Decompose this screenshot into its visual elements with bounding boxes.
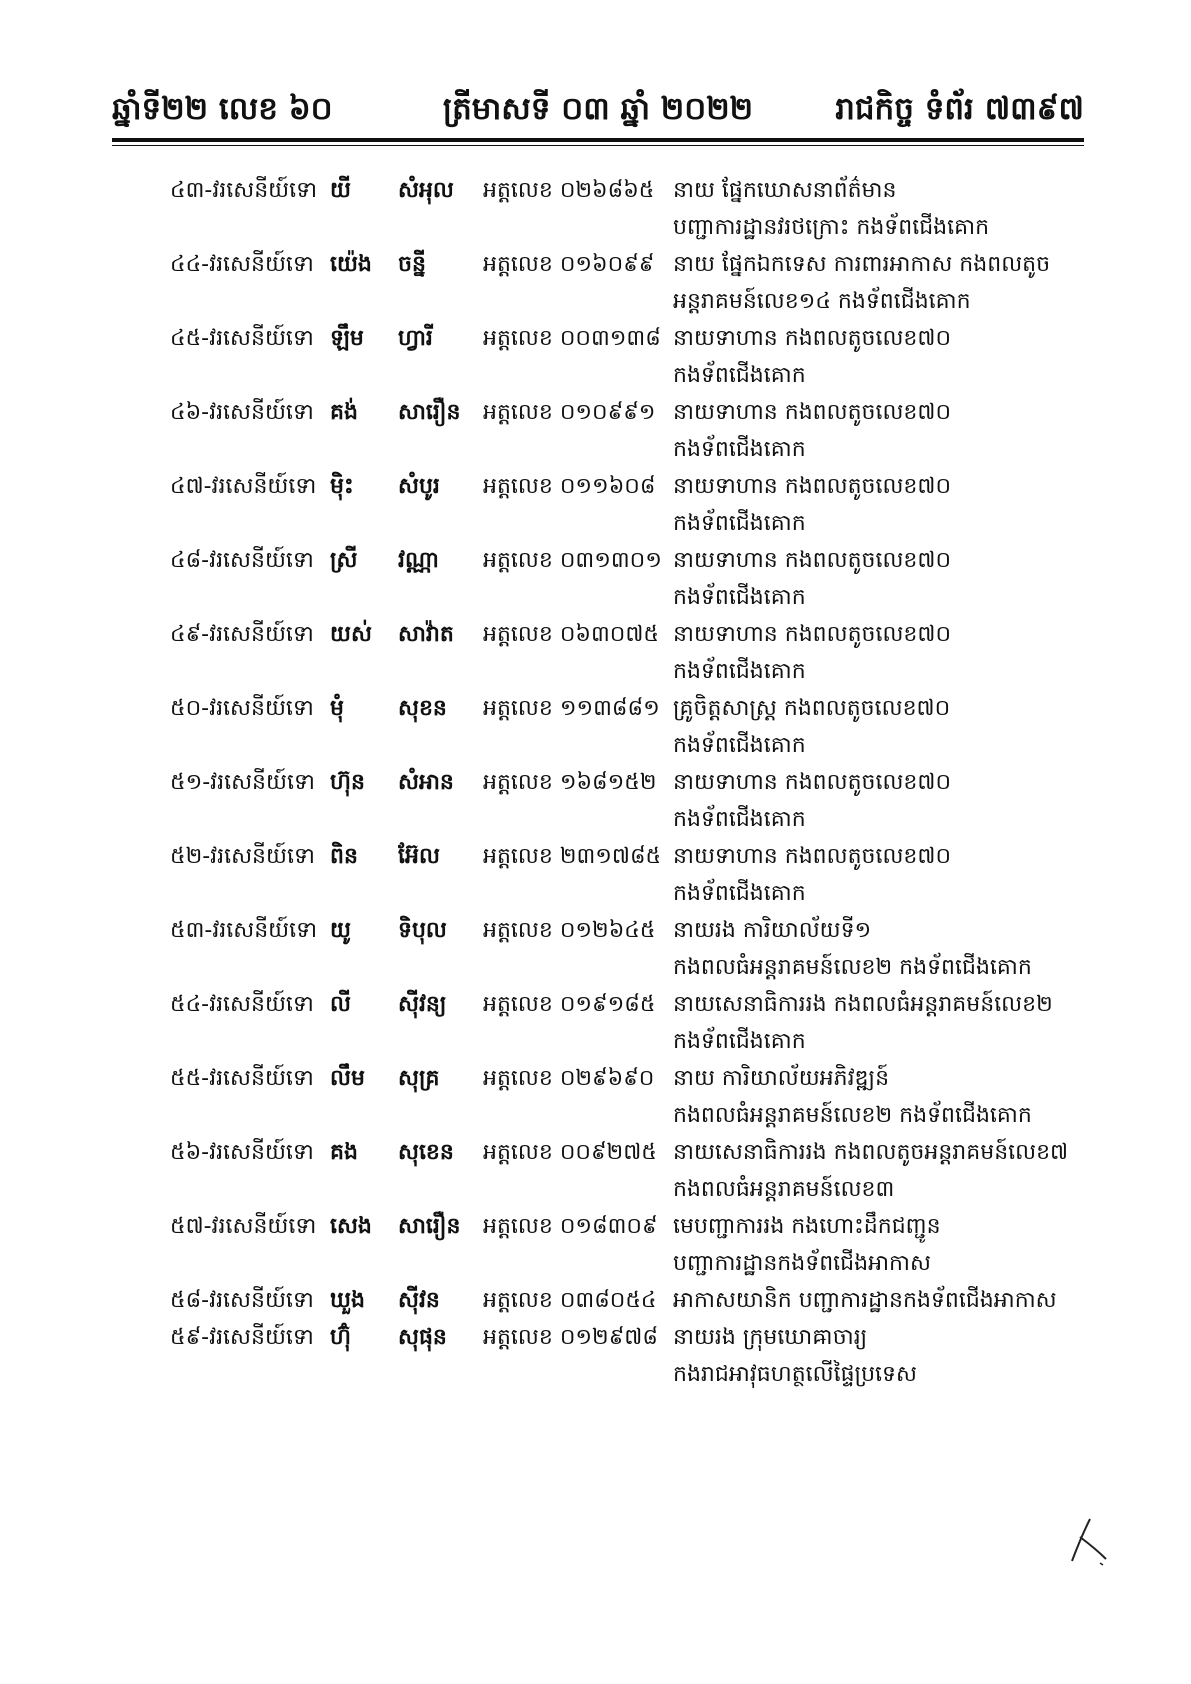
officer-position [673, 1134, 1070, 1208]
officer-id-number: អត្តលេខ ០១៨៣០៩ [483, 1214, 658, 1239]
officer-given-name: សំអុល [398, 178, 454, 203]
officer-rank: ៥៩-វរសេនីយ៍ទោ [170, 1325, 314, 1350]
officer-position-line: អន្តរាគមន៍លេខ១៤ កងទ័ពជើងគោក [673, 289, 971, 314]
officer-position-line: កងរាជអាវុធហត្ថលើផ្ទៃប្រទេស [673, 1362, 917, 1387]
officer-entry [170, 320, 1070, 394]
officer-entry [170, 986, 1070, 1060]
officer-given-name: សុគ្រ [398, 1066, 440, 1091]
officer-entry [170, 616, 1070, 690]
officer-rank: ៤៧-វរសេនីយ៍ទោ [170, 474, 317, 499]
officer-id-number: អត្តលេខ ០២៦៨៦៥ [483, 178, 655, 203]
officer-id-number: អត្តលេខ ០៦៣០៧៥ [483, 622, 659, 647]
officer-family-name: លី [330, 992, 351, 1017]
officer-position [673, 986, 1070, 1060]
officer-id-number: អត្តលេខ ០០៣១៣៨ [483, 326, 661, 351]
officer-position-line: នាយ ផ្នែកឃោសនាព័ត៌មាន [673, 178, 897, 203]
officer-given-name: ហ្វារី [398, 326, 433, 351]
officer-position-line: កងទ័ពជើងគោក [673, 881, 806, 906]
officer-rank: ៥៣-វរសេនីយ៍ទោ [170, 918, 318, 943]
officer-position-line: នាយទាហាន កងពលតូចលេខ៧០ [673, 622, 952, 647]
officer-entry [170, 542, 1070, 616]
officer-position [673, 394, 1070, 468]
officer-rank: ៥៧-វរសេនីយ៍ទោ [170, 1214, 317, 1239]
officer-given-name: សុខន [398, 696, 447, 721]
officer-position-line: កងទ័ពជើងគោក [673, 437, 806, 462]
officer-family-name: គង [330, 1140, 358, 1165]
officer-rank: ៥៤-វរសេនីយ៍ទោ [170, 992, 314, 1017]
officer-position-line: កងទ័ពជើងគោក [673, 807, 806, 832]
officer-id-number: អត្តលេខ ១១៣៨៨១ [483, 696, 660, 721]
officer-position-line: នាយទាហាន កងពលតូចលេខ៧០ [673, 770, 952, 795]
officer-rank: ៥២-វរសេនីយ៍ទោ [170, 844, 315, 869]
officer-given-name: ស៊ីវន [398, 1288, 440, 1313]
officer-id-number: អត្តលេខ ០១២៦៤៥ [483, 918, 656, 943]
officer-entry [170, 1060, 1070, 1134]
officer-position-line: កងទ័ពជើងគោក [673, 659, 806, 684]
officer-position [673, 468, 1070, 542]
officer-entry [170, 690, 1070, 764]
officer-rank: ៥៦-វរសេនីយ៍ទោ [170, 1140, 314, 1165]
officer-position-line: បញ្ជាការដ្ឋានវរថក្រោះ កងទ័ពជើងគោក [673, 215, 990, 240]
officer-position [673, 912, 1070, 986]
officer-position-line: នាយរង ក្រុមឃោឝាចារ្យ [673, 1325, 868, 1350]
officer-position [673, 1319, 1070, 1393]
officer-position-line: កងពលធំអន្តរាគមន៍លេខ៣ [673, 1177, 895, 1202]
officer-given-name: ទិបុល [398, 918, 447, 943]
officer-id-number: អត្តលេខ ០០៩២៧៥ [483, 1140, 657, 1165]
officer-family-name: យី [330, 178, 351, 203]
officer-given-name: សំអាន [398, 770, 454, 795]
gazette-quarter: ត្រីមាសទី ០៣ ឆ្នាំ ២០២២ [442, 91, 754, 127]
officer-position-line: នាយសេនាធិការរង កងពលធំអន្តរាគមន៍លេខ២ [673, 992, 1053, 1017]
officer-id-number: អត្តលេខ ២៣១៧៨៥ [483, 844, 662, 869]
officer-entry [170, 172, 1070, 246]
officer-id-number: អត្តលេខ ០១១៦០៨ [483, 474, 656, 499]
officer-position-line: មេបញ្ជាការរង កងហោះដឹកជញ្ជូន [673, 1214, 941, 1239]
officer-position-line: កងពលធំអន្តរាគមន៍លេខ២ កងទ័ពជើងគោក [673, 955, 1032, 980]
officer-position-line: នាយទាហាន កងពលតូចលេខ៧០ [673, 326, 952, 351]
officer-given-name: សារឿន [398, 400, 461, 425]
officer-position-line: កងទ័ពជើងគោក [673, 511, 806, 536]
officer-entry [170, 838, 1070, 912]
officer-entry [170, 1319, 1070, 1393]
officer-entry [170, 468, 1070, 542]
officer-list [170, 172, 1070, 1393]
officer-family-name: យស់ [330, 622, 372, 647]
officer-id-number: អត្តលេខ ០២៩៦៩០ [483, 1066, 655, 1091]
officer-given-name: សាវ៉ាត [398, 622, 454, 647]
header-divider-thin [112, 145, 1084, 146]
officer-entry [170, 1282, 1070, 1319]
officer-given-name: សុខេន [398, 1140, 454, 1165]
officer-position-line: កងទ័ពជើងគោក [673, 363, 806, 388]
officer-rank: ៥៥-វរសេនីយ៍ទោ [170, 1066, 314, 1091]
officer-position-line: នាយរង ការិយាល័យទី១ [673, 918, 872, 943]
officer-given-name: ចន្នី [398, 252, 426, 277]
officer-family-name: យ៉េង [330, 252, 372, 277]
officer-entry [170, 912, 1070, 986]
officer-position-line: នាយទាហាន កងពលតូចលេខ៧០ [673, 844, 952, 869]
officer-id-number: អត្តលេខ ០១៩១៨៥ [483, 992, 656, 1017]
officer-position [673, 690, 1070, 764]
officer-position-line: នាយទាហាន កងពលតូចលេខ៧០ [673, 474, 952, 499]
officer-given-name: វណ្ណា [398, 548, 439, 573]
officer-id-number: អត្តលេខ ០១២៩៧៨ [483, 1325, 658, 1350]
officer-rank: ៤៥-វរសេនីយ៍ទោ [170, 326, 314, 351]
officer-family-name: លឹម [330, 1066, 365, 1091]
officer-position [673, 764, 1070, 838]
officer-rank: ៥១-វរសេនីយ៍ទោ [170, 770, 315, 795]
officer-family-name: ឡឹម [330, 326, 364, 351]
gazette-page-number: រាជកិច្ច ទំព័រ ៧៣៩៧ [835, 91, 1084, 127]
officer-position [673, 838, 1070, 912]
officer-position [673, 320, 1070, 394]
officer-rank: ៤៦-វរសេនីយ៍ទោ [170, 400, 314, 425]
page-header [112, 84, 1084, 144]
officer-position [673, 616, 1070, 690]
officer-rank: ៤៤-វរសេនីយ៍ទោ [170, 252, 314, 277]
officer-id-number: អត្តលេខ ០១៦០៩៩ [483, 252, 655, 277]
officer-entry [170, 764, 1070, 838]
officer-family-name: ហ៊ុំ [330, 1325, 351, 1350]
officer-rank: ៥៨-វរសេនីយ៍ទោ [170, 1288, 314, 1313]
officer-rank: ៤៩-វរសេនីយ៍ទោ [170, 622, 314, 647]
officer-id-number: អត្តលេខ ០៣១៣០១ [483, 548, 662, 573]
officer-position-line: កងទ័ពជើងគោក [673, 733, 806, 758]
officer-family-name: ពិន [330, 844, 358, 869]
officer-given-name: សុផុន [398, 1325, 447, 1350]
officer-entry [170, 246, 1070, 320]
officer-position-line: នាយ ផ្នែកឯកទេស ការពារអាកាស កងពលតូច [673, 252, 1051, 277]
officer-id-number: អត្តលេខ ០៣៨០៥៤ [483, 1288, 657, 1313]
officer-rank: ៤៣-វរសេនីយ៍ទោ [170, 178, 318, 203]
officer-position [673, 1282, 1070, 1319]
officer-given-name: អ៊ែល [398, 844, 440, 869]
officer-position [673, 1060, 1070, 1134]
officer-position-line: គ្រូចិត្តសាស្ត្រ កងពលតូចលេខ៧០ [673, 696, 951, 721]
officer-position-line: កងទ័ពជើងគោក [673, 1029, 806, 1054]
officer-family-name: ម៉ិះ [330, 474, 354, 499]
officer-id-number: អត្តលេខ ០១០៩៩១ [483, 400, 656, 425]
officer-position [673, 246, 1070, 320]
officer-family-name: ស្រី [330, 548, 358, 573]
officer-position [673, 1208, 1070, 1282]
officer-position-line: អាកាសយានិក បញ្ជាការដ្ឋានកងទ័ពជើងអាកាស [673, 1288, 1057, 1313]
officer-given-name: សារឿន [398, 1214, 461, 1239]
officer-family-name: ឃួង [330, 1288, 365, 1313]
officer-entry [170, 394, 1070, 468]
initial-signature [1070, 1515, 1110, 1567]
officer-position [673, 172, 1070, 246]
officer-rank: ៤៨-វរសេនីយ៍ទោ [170, 548, 314, 573]
header-divider-thick [112, 138, 1084, 142]
officer-given-name: ស៊ីវន្យ [398, 992, 447, 1017]
gazette-year-issue: ឆ្នាំទី២២ លេខ ៦០ [112, 91, 333, 127]
officer-rank: ៥០-វរសេនីយ៍ទោ [170, 696, 314, 721]
officer-position-line: បញ្ជាការដ្ឋានកងទ័ពជើងអាកាស [673, 1251, 931, 1276]
officer-family-name: យូ [330, 918, 351, 943]
officer-given-name: សំបូរ [398, 474, 440, 499]
officer-entry [170, 1208, 1070, 1282]
officer-position-line: កងពលធំអន្តរាគមន៍លេខ២ កងទ័ពជើងគោក [673, 1103, 1032, 1128]
officer-entry [170, 1134, 1070, 1208]
officer-family-name: មុំ [330, 696, 344, 721]
officer-position [673, 542, 1070, 616]
officer-id-number: អត្តលេខ ១៦៨១៥២ [483, 770, 657, 795]
officer-position-line: នាយទាហាន កងពលតូចលេខ៧០ [673, 548, 952, 573]
officer-family-name: ហ៊ុន [330, 770, 365, 795]
officer-position-line: នាយទាហាន កងពលតូចលេខ៧០ [673, 400, 952, 425]
officer-position-line: នាយ ការិយាល័យអភិវឌ្ឍន៍ [673, 1066, 890, 1091]
officer-family-name: សេង [330, 1214, 372, 1239]
officer-position-line: កងទ័ពជើងគោក [673, 585, 806, 610]
officer-family-name: គង់ [330, 400, 358, 425]
officer-position-line: នាយសេនាធិការរង កងពលតូចអន្តរាគមន៍លេខ៧ [673, 1140, 1069, 1165]
